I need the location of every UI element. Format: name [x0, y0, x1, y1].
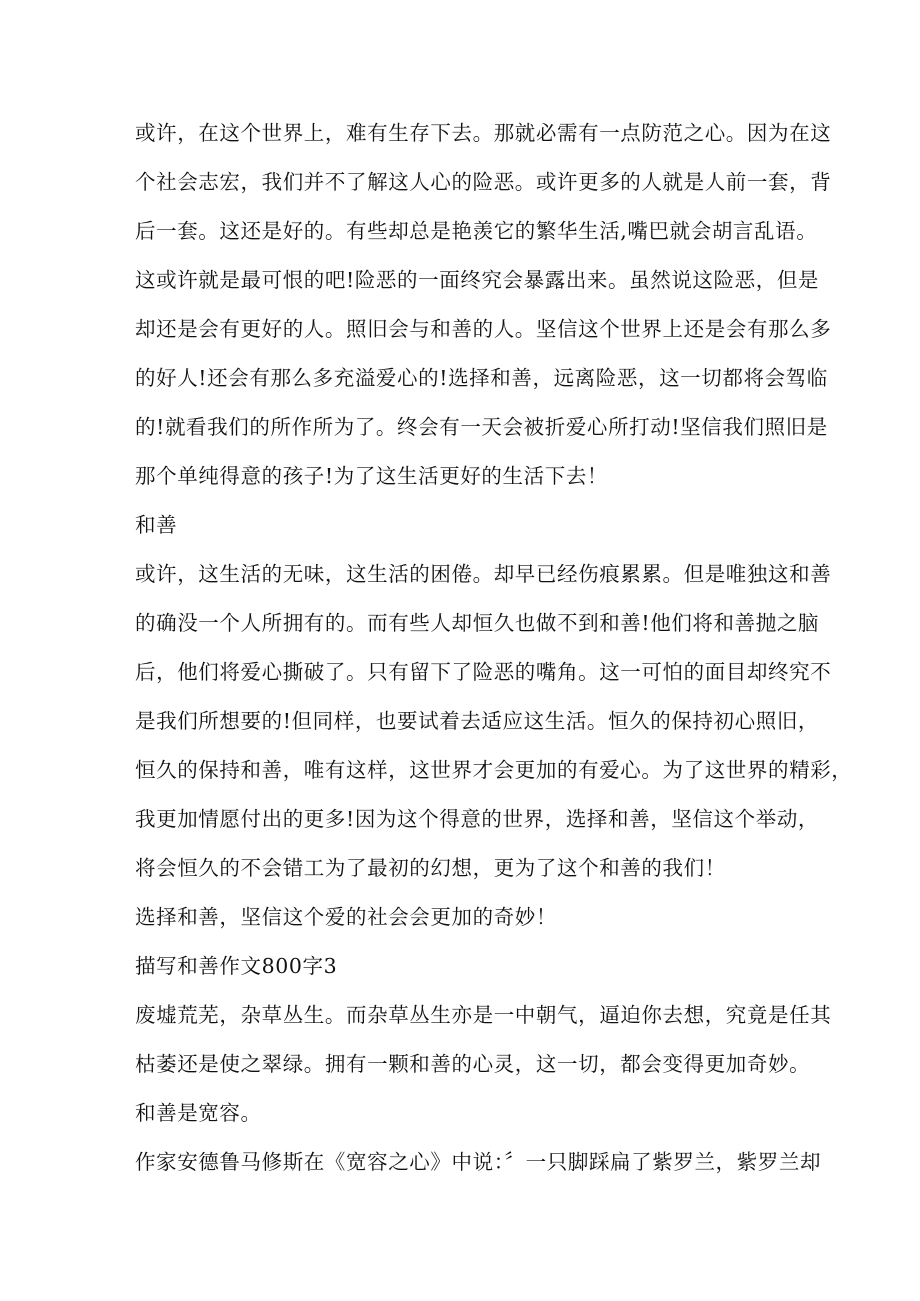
text-line: 枯萎还是使之翠绿。拥有一颗和善的心灵，这一切，都会变得更加奇妙。: [135, 1052, 811, 1076]
text-line: 的确没一个人所拥有的。而有些人却恒久也做不到和善!他们将和善抛之脑: [135, 611, 820, 635]
text-line: 或许，在这个世界上，难有生存下去。那就必需有一点防范之心。因为在这: [135, 121, 832, 145]
text-line: 后一套。这还是好的。有些却总是艳羡它的繁华生活,嘴巴就会胡言乱语。: [135, 219, 818, 243]
text-line: 这或许就是最可恨的吧!险恶的一面终究会暴露出来。虽然说这险恶，但是: [135, 268, 820, 292]
text-line: 恒久的保持和善，唯有这样，这世界才会更加的有爱心。为了这世界的精彩，: [135, 758, 853, 782]
section-heading: 描写和善作文800字3: [135, 954, 338, 978]
section-heading: 和善: [135, 513, 178, 537]
text-line: 个社会志宏，我们并不了解这人心的险恶。或许更多的人就是人前一套，背: [135, 170, 832, 194]
text-line: 将会恒久的不会错工为了最初的幻想，更为了这个和善的我们！: [135, 856, 726, 880]
text-line: 我更加情愿付出的更多!因为这个得意的世界，选择和善，坚信这个举动，: [135, 807, 820, 831]
text-line: 的!就看我们的所作所为了。终会有一天会被折爱心所打动!坚信我们照旧是: [135, 415, 828, 439]
quote-line: 作家安德鲁马修斯在《宽容之心》中说：〞一只脚踩扁了紫罗兰，紫罗兰却: [135, 1150, 822, 1174]
text-line: 或许，这生活的无味，这生活的困倦。却早已经伤痕累累。但是唯独这和善: [135, 562, 832, 586]
conclusion-line: 选择和善，坚信这个爱的社会会更加的奇妙！: [135, 905, 557, 929]
text-line: 那个单纯得意的孩子!为了这生活更好的生活下去！: [135, 464, 609, 488]
text-line: 废墟荒芜，杂草丛生。而杂草丛生亦是一中朝气，逼迫你去想，究竟是任其: [135, 1003, 832, 1027]
text-line: 是我们所想要的!但同样，也要试着去适应这生活。恒久的保持初心照旧，: [135, 709, 820, 733]
text-line: 后，他们将爱心撕破了。只有留下了险恶的嘴角。这一可怕的面目却终究不: [135, 660, 832, 684]
text-line: 和善是宽容。: [135, 1101, 262, 1125]
text-line: 的好人!还会有那么多充溢爱心的!选择和善，远离险恶，这一切都将会驾临: [135, 366, 828, 390]
text-line: 却还是会有更好的人。照旧会与和善的人。坚信这个世界上还是会有那么多: [135, 317, 832, 341]
